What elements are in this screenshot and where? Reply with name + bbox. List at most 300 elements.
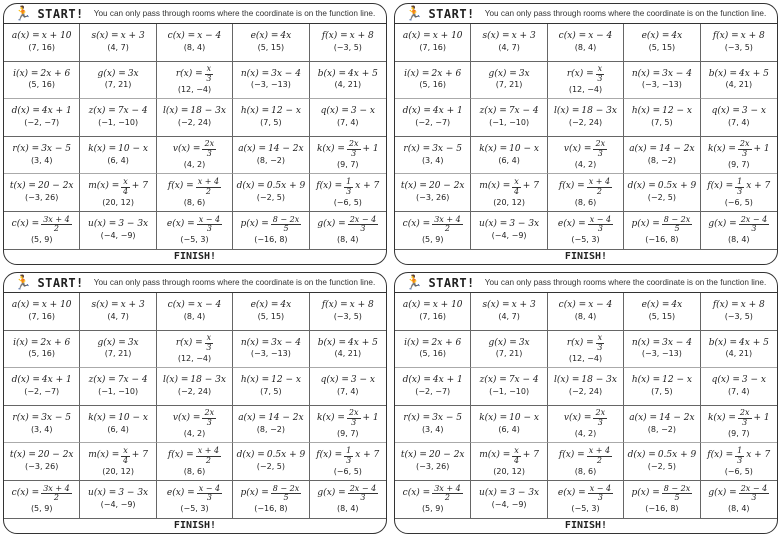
denominator: 3 [206,149,212,159]
maze-room[interactable] [395,293,471,331]
coordinate: (8, 4) [183,42,206,52]
maze-room[interactable] [701,62,777,100]
maze-room[interactable] [310,443,386,481]
coordinate: (−3, 5) [333,311,362,321]
function-name: k(x) = [88,412,117,423]
coordinate: (9, 7) [728,428,750,438]
maze-room[interactable] [80,212,156,250]
fraction [735,178,744,197]
function-rule: 4x + 5 [348,68,378,79]
fraction [348,216,378,235]
function-rule: 4x + 1 [432,375,463,386]
function-expression [13,70,70,80]
maze-room[interactable] [624,137,700,175]
function-name: l(x) = [163,375,189,386]
maze-room[interactable] [4,24,80,62]
finish-label: FINISH! [173,519,217,531]
function-expression [317,409,379,428]
numerator: 8 − 2x [663,483,691,493]
denominator: 3 [360,493,366,503]
maze-room[interactable] [4,137,80,175]
function-name: k(x) = [316,143,345,154]
denominator: 3 [751,493,757,503]
maze-room[interactable] [4,331,80,369]
maze-room[interactable] [233,331,309,369]
function-rule: 3x − 4 [271,68,301,79]
maze-room[interactable] [395,24,471,62]
function-name: h(x) = [631,375,661,386]
maze-room[interactable] [624,293,700,331]
maze-room[interactable] [548,99,624,137]
maze-room[interactable] [471,212,547,250]
function-name: z(x) = [88,375,116,386]
coordinate: (−2, 24) [177,118,212,128]
function-expression [238,414,303,424]
maze-room[interactable] [701,137,777,175]
maze-room[interactable] [395,99,471,137]
function-name: k(x) = [316,412,345,423]
maze-room[interactable] [624,481,700,519]
function-expression [632,485,693,504]
function-tail: + 1 [753,143,770,154]
function-name: b(x) = [708,337,738,348]
function-rule: 4x [280,299,292,310]
maze-room[interactable] [157,293,233,331]
function-expression [12,145,71,155]
coordinate: (6, 4) [107,424,129,434]
function-rule: 20 − 2x [428,181,465,192]
function-name: n(x) = [631,337,661,348]
maze-room[interactable] [548,331,624,369]
maze-room[interactable] [624,24,700,62]
maze-room[interactable] [4,174,80,212]
function-name: l(x) = [554,375,580,386]
function-name: n(x) = [240,68,270,79]
maze-room[interactable] [624,62,700,100]
maze-room[interactable] [157,99,233,137]
maze-room[interactable] [80,174,156,212]
function-rule: x + 10 [41,30,72,41]
maze-room[interactable] [4,99,80,137]
function-name: u(x) = [479,218,508,229]
maze-room[interactable] [624,368,700,406]
maze-room[interactable] [157,368,233,406]
fraction [596,334,605,353]
maze-room[interactable] [233,24,309,62]
function-expression [98,70,139,80]
card-header [395,4,777,24]
denominator: 3 [597,224,603,234]
maze-room[interactable] [310,62,386,100]
function-rule: x + 3 [120,299,145,310]
maze-room[interactable] [157,62,233,100]
function-rule: 3x − 4 [662,68,692,79]
maze-room[interactable] [310,174,386,212]
maze-room[interactable] [548,481,624,519]
coordinate: (−1, −10) [489,387,530,397]
function-rule: 14 − 2x [659,412,695,423]
fraction [738,140,752,159]
function-tail: x + 7 [355,181,380,192]
coordinate: (8, 6) [183,466,206,476]
function-name: n(x) = [631,68,661,79]
function-expression [707,178,770,197]
function-name: p(x) = [240,218,269,229]
function-rule: 12 − x [662,375,692,386]
maze-room[interactable] [471,481,547,519]
coordinate: (7, 21) [104,80,132,90]
coordinate: (6, 4) [498,155,520,165]
maze-room[interactable] [471,368,547,406]
function-name: p(x) = [631,218,660,229]
maze-room[interactable] [310,99,386,137]
maze-room[interactable] [233,481,309,519]
numerator: 2x − 4 [349,214,377,224]
maze-room[interactable] [548,443,624,481]
maze-room[interactable] [157,212,233,250]
function-name: d(x) = [627,181,656,192]
function-expression [91,301,144,311]
function-expression [628,451,697,461]
maze-room[interactable] [548,368,624,406]
function-expression [632,376,692,386]
function-rule: 4x + 5 [739,68,769,79]
coordinate: (8, −2) [647,424,676,434]
coordinate: (4, 2) [183,428,206,438]
function-expression [12,376,72,386]
function-rule: 3x − 4 [271,337,301,348]
maze-room[interactable] [624,406,700,444]
function-name: e(x) = [557,218,586,229]
function-rule: 3x − 5 [432,412,462,423]
maze-room[interactable] [395,368,471,406]
card-header [4,273,386,293]
denominator: 3 [346,455,352,465]
maze-room[interactable] [395,331,471,369]
maze-room[interactable] [310,481,386,519]
function-expression [559,32,613,42]
maze-room[interactable] [471,62,547,100]
fraction [197,485,222,504]
coordinate: (8, 6) [574,197,597,207]
maze-room[interactable] [157,481,233,519]
maze-room[interactable] [80,137,156,175]
function-expression [642,32,683,42]
function-expression [554,107,617,117]
maze-room[interactable] [80,443,156,481]
maze-room[interactable] [395,62,471,100]
maze-room[interactable] [701,406,777,444]
coordinate: (20, 12) [493,197,525,207]
numerator: 3x + 4 [434,214,461,224]
maze-room[interactable] [548,62,624,100]
coordinate: (−1, −10) [98,387,139,397]
function-expression [168,178,221,197]
function-rule: x + 10 [432,299,463,310]
function-name: s(x) = [91,299,119,310]
maze-room[interactable] [701,481,777,519]
finish-label: FINISH! [564,250,608,262]
maze-room[interactable] [310,212,386,250]
function-name: s(x) = [91,30,119,41]
maze-room[interactable] [395,137,471,175]
function-name: g(x) = [97,68,126,79]
maze-room[interactable] [233,174,309,212]
running-person-icon: 🏃 [14,5,32,22]
function-name: u(x) = [88,487,117,498]
maze-room[interactable] [548,293,624,331]
denominator: 5 [674,493,680,503]
maze-room[interactable] [157,24,233,62]
maze-room[interactable] [471,293,547,331]
function-name: t(x) = [9,450,36,461]
maze-room[interactable] [471,443,547,481]
maze-room[interactable] [4,481,80,519]
maze-room[interactable] [548,24,624,62]
maze-room[interactable] [233,137,309,175]
denominator: 3 [597,149,603,159]
function-rule: 4x + 1 [41,375,72,386]
coordinate: (−3, 26) [25,462,59,472]
maze-room[interactable] [701,331,777,369]
function-expression [403,301,463,311]
maze-room[interactable] [701,443,777,481]
maze-room[interactable] [624,174,700,212]
function-rule: 3 − x [350,106,375,117]
function-name: t(x) = [400,450,427,461]
start-label: START! [428,275,475,290]
function-expression [403,107,463,117]
denominator: 3 [737,455,743,465]
function-expression [88,145,148,155]
maze-room[interactable] [233,443,309,481]
coordinate: (12, −4) [177,84,212,94]
coordinate: (5, 9) [30,235,53,245]
maze-room[interactable] [157,406,233,444]
denominator: 3 [737,186,743,196]
function-name: c(x) = [558,30,587,41]
function-expression [173,409,216,428]
function-tail: + 7 [522,450,539,461]
maze-room[interactable] [471,174,547,212]
numerator: 1 [346,445,352,455]
function-expression [708,216,769,235]
maze-room[interactable] [157,174,233,212]
maze-room[interactable] [471,24,547,62]
function-name: m(x) = [479,181,511,192]
coordinate: (5, 16) [419,349,446,359]
coordinate: (−3, −13) [250,80,291,90]
function-expression [629,145,694,155]
maze-room[interactable] [310,24,386,62]
function-rule: 14 − 2x [659,143,695,154]
maze-room[interactable] [4,212,80,250]
function-name: c(x) = [402,487,431,498]
numerator: 1 [346,176,352,186]
function-expression [13,339,70,349]
function-expression [12,107,72,117]
maze-room[interactable] [233,62,309,100]
maze-room[interactable] [624,212,700,250]
function-name: z(x) = [479,375,507,386]
maze-room[interactable] [701,174,777,212]
function-rule: 4x + 5 [348,337,378,348]
maze-room[interactable] [233,99,309,137]
function-expression [482,301,535,311]
coordinate: (9, 7) [337,159,359,169]
maze-room[interactable] [80,24,156,62]
numerator: 2x [739,139,750,149]
numerator: x [123,445,128,455]
fraction [196,447,221,466]
maze-room[interactable] [548,137,624,175]
maze-room[interactable] [310,137,386,175]
maze-room[interactable] [701,212,777,250]
fraction [593,140,607,159]
maze-room[interactable] [701,24,777,62]
function-expression [241,339,301,349]
function-expression [318,70,378,80]
function-name: k(x) = [479,412,508,423]
maze-room[interactable] [471,137,547,175]
function-expression [480,376,539,386]
function-expression [479,489,539,499]
maze-room[interactable] [4,443,80,481]
maze-room[interactable] [395,481,471,519]
denominator: 5 [283,493,289,503]
function-rule: x + 3 [120,30,145,41]
maze-room[interactable] [624,99,700,137]
maze-room[interactable] [4,368,80,406]
function-name: n(x) = [240,337,270,348]
maze-room[interactable] [4,62,80,100]
function-expression [168,301,222,311]
maze-room[interactable] [395,174,471,212]
function-name: i(x) = [404,68,430,79]
function-name: l(x) = [163,106,189,117]
function-expression [238,145,303,155]
maze-room[interactable] [701,293,777,331]
maze-room[interactable] [233,293,309,331]
maze-room[interactable] [548,406,624,444]
function-name: e(x) = [641,30,670,41]
numerator: 2x [595,139,606,149]
coordinate: (−3, 5) [724,42,753,52]
maze-room[interactable] [701,99,777,137]
function-expression [632,339,692,349]
coordinate: (5, 15) [257,311,285,321]
function-name: a(x) = [11,299,40,310]
maze-room[interactable] [80,481,156,519]
function-expression [12,414,71,424]
coordinate: (−3, −13) [641,349,682,359]
maze-room[interactable] [4,406,80,444]
function-expression [713,301,765,311]
numerator: x [514,445,519,455]
maze-room[interactable] [80,293,156,331]
function-tail: + 1 [362,412,379,423]
maze-room[interactable] [395,212,471,250]
fraction [593,409,607,428]
function-rule: x − 4 [197,30,222,41]
maze-room[interactable] [471,406,547,444]
maze-room[interactable] [395,443,471,481]
function-expression [241,216,302,235]
fraction [348,485,378,504]
maze-room[interactable] [548,174,624,212]
maze-room[interactable] [471,331,547,369]
function-name: d(x) = [402,106,431,117]
maze-room[interactable] [310,406,386,444]
function-expression [628,182,697,192]
maze-room[interactable] [4,293,80,331]
maze-room[interactable] [157,137,233,175]
maze-room[interactable] [157,331,233,369]
coordinate: (−2, 5) [256,193,285,203]
function-name: r(x) = [403,143,431,154]
numerator: x − 4 [589,483,612,493]
numerator: x [597,333,603,343]
maze-room[interactable] [233,368,309,406]
fraction [205,334,214,353]
maze-room[interactable] [80,99,156,137]
maze-room[interactable] [624,443,700,481]
fraction [662,216,692,235]
maze-room[interactable] [233,406,309,444]
denominator: 3 [742,149,748,159]
coordinate: (4, 21) [725,349,753,359]
function-expression [89,376,148,386]
maze-room[interactable] [471,99,547,137]
maze-room[interactable] [310,331,386,369]
coordinate: (−3, 5) [724,311,753,321]
function-name: f(x) = [558,181,585,192]
coordinate: (−4, −9) [100,499,136,509]
function-rule: 14 − 2x [268,412,304,423]
maze-room[interactable] [80,406,156,444]
function-name: r(x) = [403,412,431,423]
maze-room[interactable] [80,62,156,100]
maze-room[interactable] [157,443,233,481]
function-expression [167,216,222,235]
function-rule: 7x − 4 [508,375,539,386]
function-rule: x − 4 [197,299,222,310]
fraction [587,178,612,197]
coordinate: (−3, −13) [641,80,682,90]
numerator: x − 4 [589,214,612,224]
coordinate: (4, 21) [334,349,362,359]
maze-room[interactable] [80,368,156,406]
coordinate: (9, 7) [728,159,750,169]
fraction [735,447,744,466]
coordinate: (−3, 26) [416,462,450,472]
maze-room[interactable] [548,212,624,250]
maze-room[interactable] [624,331,700,369]
function-expression [241,70,301,80]
maze-room[interactable] [310,368,386,406]
fraction [588,485,613,504]
maze-room[interactable] [701,368,777,406]
maze-room[interactable] [310,293,386,331]
maze-room[interactable] [233,212,309,250]
coordinate: (8, 4) [728,235,750,245]
card-header [395,273,777,293]
maze-room[interactable] [80,331,156,369]
fraction [512,447,521,466]
maze-room[interactable] [395,406,471,444]
rule-text: You can only pass through rooms where the coordinate is on the function line. [484,278,767,287]
function-expression [12,216,72,235]
